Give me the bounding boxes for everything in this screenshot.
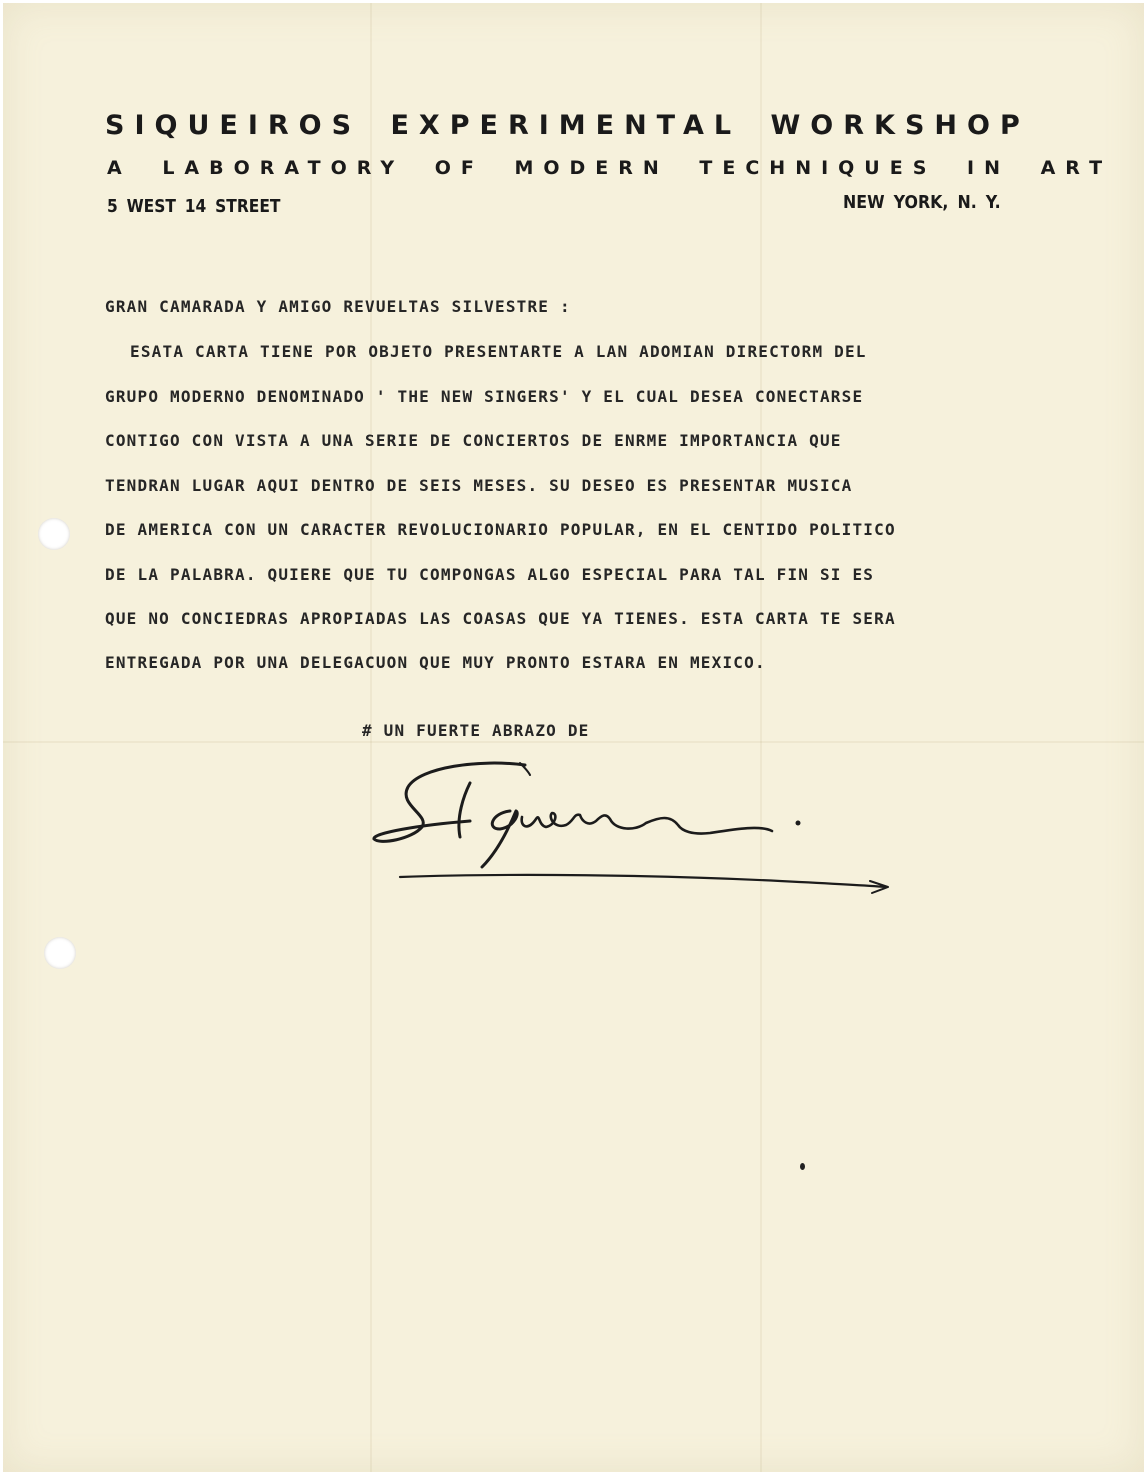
letter-body-line: GRUPO MODERNO DENOMINADO ' THE NEW SINGERS' Y EL CUAL DESEA CONECTARSE: [105, 387, 864, 406]
signature-image: [360, 755, 900, 905]
punch-hole-bottom: [44, 937, 76, 969]
vertical-fold-crease-right: [760, 3, 762, 1472]
letter-body-line: ENTREGADA POR UNA DELEGACUON QUE MUY PRONTO ESTARA EN MEXICO.: [105, 653, 766, 672]
horizontal-fold-crease: [3, 741, 1144, 743]
letterhead-title: SIQUEIROS EXPERIMENTAL WORKSHOP: [105, 110, 1030, 141]
punch-hole-top: [38, 518, 70, 550]
letterhead-subtitle: A LABORATORY OF MODERN TECHNIQUES IN ART: [107, 157, 1113, 179]
letter-body-line: ESATA CARTA TIENE POR OBJETO PRESENTARTE A LAN ADOMIAN DIRECTORM DEL: [130, 342, 867, 361]
letter-body-line: DE AMERICA CON UN CARACTER REVOLUCIONARIO POPULAR, EN EL CENTIDO POLITICO: [105, 520, 896, 539]
letter-closing: # UN FUERTE ABRAZO DE: [362, 721, 590, 740]
letter-salutation: GRAN CAMARADA Y AMIGO REVUELTAS SILVESTRE :: [105, 297, 571, 316]
letter-body-line: DE LA PALABRA. QUIERE QUE TU COMPONGAS ALGO ESPECIAL PARA TAL FIN SI ES: [105, 565, 875, 584]
letter-body-line: TENDRAN LUGAR AQUI DENTRO DE SEIS MESES. SU DESEO ES PRESENTAR MUSICA: [105, 476, 853, 495]
ink-speck: [800, 1163, 805, 1170]
letterhead-address: 5 WEST 14 STREET: [107, 196, 281, 217]
letter-body-line: CONTIGO CON VISTA A UNA SERIE DE CONCIERTOS DE ENRME IMPORTANCIA QUE: [105, 431, 842, 450]
letter-body-line: QUE NO CONCIEDRAS APROPIADAS LAS COASAS QUE YA TIENES. ESTA CARTA TE SERA: [105, 609, 896, 628]
letterhead-city: NEW YORK, N. Y.: [843, 192, 1001, 213]
